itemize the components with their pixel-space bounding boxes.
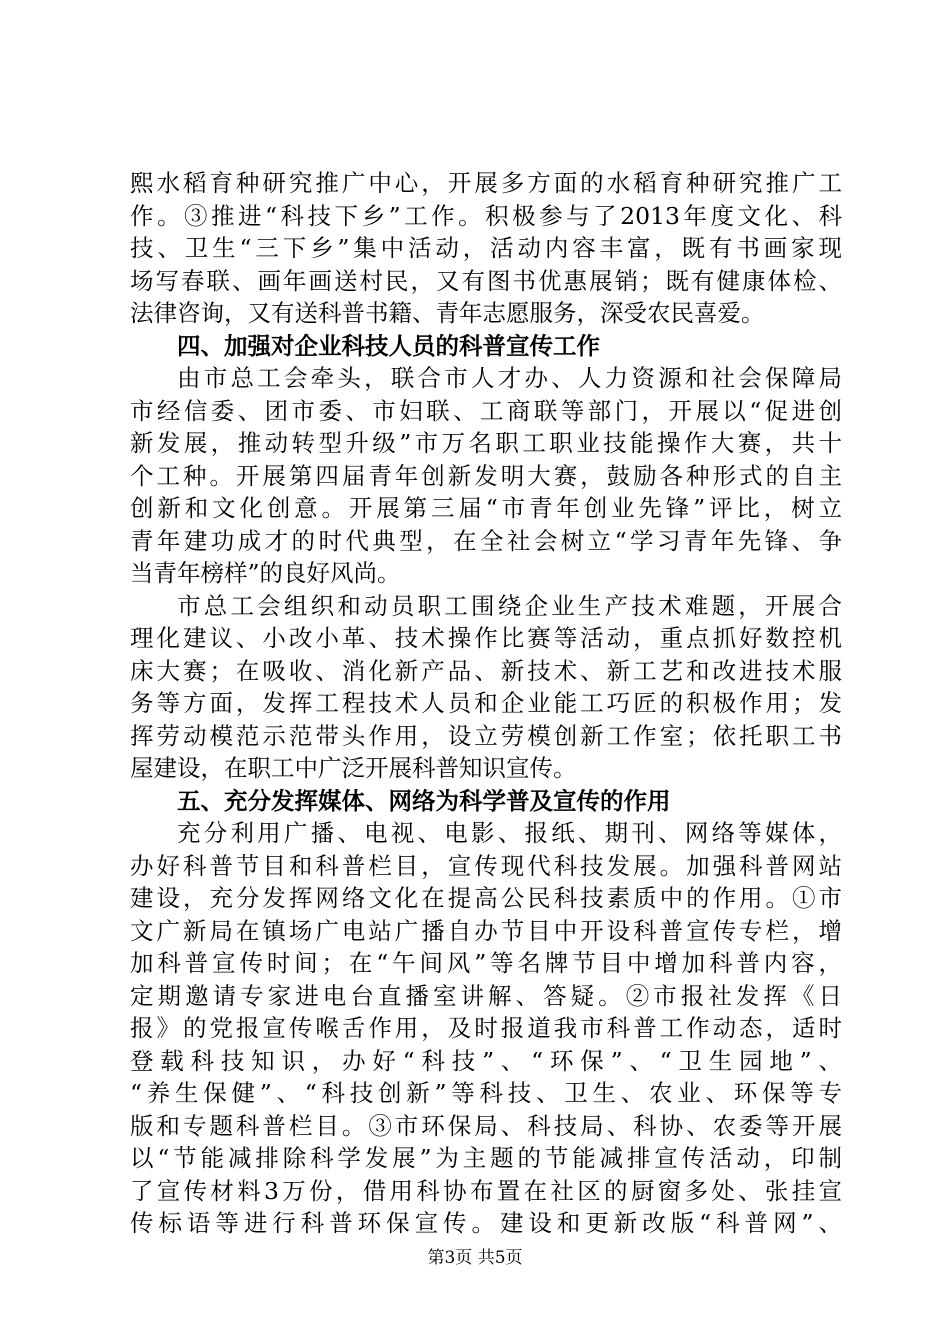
paragraph-line: 报》的党报宣传喉舌作用，及时报道我市科普工作动态，适时	[130, 1014, 842, 1042]
paragraph-line: 作。③推进“科技下乡”工作。积极参与了2013年度文化、科	[130, 201, 842, 230]
paragraph-line: 务等方面，发挥工程技术人员和企业能工巧匠的积极作用；发	[130, 689, 842, 717]
paragraph-line: 了宣传材料3万份，借用科协布置在社区的厨窗多处、张挂宣	[130, 1176, 842, 1205]
section-heading: 四、加强对企业科技人员的科普宣传工作	[177, 331, 600, 360]
paragraph-line: 市经信委、团市委、市妇联、工商联等部门，开展以“促进创	[130, 396, 842, 425]
paragraph-line: 技、卫生“三下乡”集中活动，活动内容丰富，既有书画家现	[130, 234, 842, 262]
document-body	[130, 167, 842, 1240]
paragraph-line: 建设，充分发挥网络文化在提高公民科技素质中的作用。①市	[130, 884, 842, 912]
paragraph-line: 个工种。开展第四届青年创新发明大赛，鼓励各种形式的自主	[130, 461, 842, 490]
paragraph-line: 青年建功成才的时代典型，在全社会树立“学习青年先锋、争	[130, 526, 842, 555]
section-heading: 五、充分发挥媒体、网络为科学普及宣传的作用	[177, 786, 671, 815]
paragraph-line: 法律咨询，又有送科普书籍、青年志愿服务，深受农民喜爱。	[130, 299, 765, 327]
paragraph-line: “养生保健”、“科技创新”等科技、卫生、农业、环保等专	[130, 1079, 842, 1107]
paragraph-line: 市总工会组织和动员职工围绕企业生产技术难题，开展合	[177, 591, 842, 620]
paragraph-line: 登载科技知识，办好“科技”、“环保”、“卫生园地”、	[130, 1046, 842, 1075]
paragraph-line: 以“节能减排除科学发展”为主题的节能减排宣传活动，印制	[130, 1144, 842, 1172]
paragraph-line: 充分利用广播、电视、电影、报纸、期刊、网络等媒体，	[177, 819, 842, 847]
paragraph-line: 新发展，推动转型升级”市万名职工职业技能操作大赛，共十	[130, 429, 842, 457]
paragraph-line: 场写春联、画年画送村民，又有图书优惠展销；既有健康体检、	[130, 266, 842, 295]
paragraph-line: 由市总工会牵头，联合市人才办、人力资源和社会保障局	[177, 364, 842, 392]
paragraph-line: 办好科普节目和科普栏目，宣传现代科技发展。加强科普网站	[130, 851, 842, 880]
paragraph-line: 定期邀请专家进电台直播室讲解、答疑。②市报社发挥《日	[130, 981, 842, 1010]
paragraph-line: 床大赛；在吸收、消化新产品、新技术、新工艺和改进技术服	[130, 656, 842, 685]
paragraph-line: 传标语等进行科普环保宣传。建设和更新改版“科普网”、	[130, 1209, 842, 1237]
paragraph-line: 加科普宣传时间；在“午间风”等名牌节目中增加科普内容，	[130, 949, 842, 977]
paragraph-line: 屋建设，在职工中广泛开展科普知识宣传。	[130, 754, 577, 782]
paragraph-line: 当青年榜样”的良好风尚。	[130, 559, 401, 587]
paragraph-line: 挥劳动模范示范带头作用，设立劳模创新工作室；依托职工书	[130, 721, 842, 750]
paragraph-line: 理化建议、小改小革、技术操作比赛等活动，重点抓好数控机	[130, 624, 842, 652]
paragraph-line: 熙水稻育种研究推广中心，开展多方面的水稻育种研究推广工	[130, 169, 842, 197]
paragraph-line: 文广新局在镇场广电站广播自办节目中开设科普宣传专栏，增	[130, 916, 842, 945]
paragraph-line: 创新和文化创意。开展第三届“市青年创业先锋”评比，树立	[130, 494, 842, 522]
page-footer: 第3页 共5页	[427, 1248, 523, 1268]
paragraph-line: 版和专题科普栏目。③市环保局、科技局、科协、农委等开展	[130, 1111, 842, 1140]
